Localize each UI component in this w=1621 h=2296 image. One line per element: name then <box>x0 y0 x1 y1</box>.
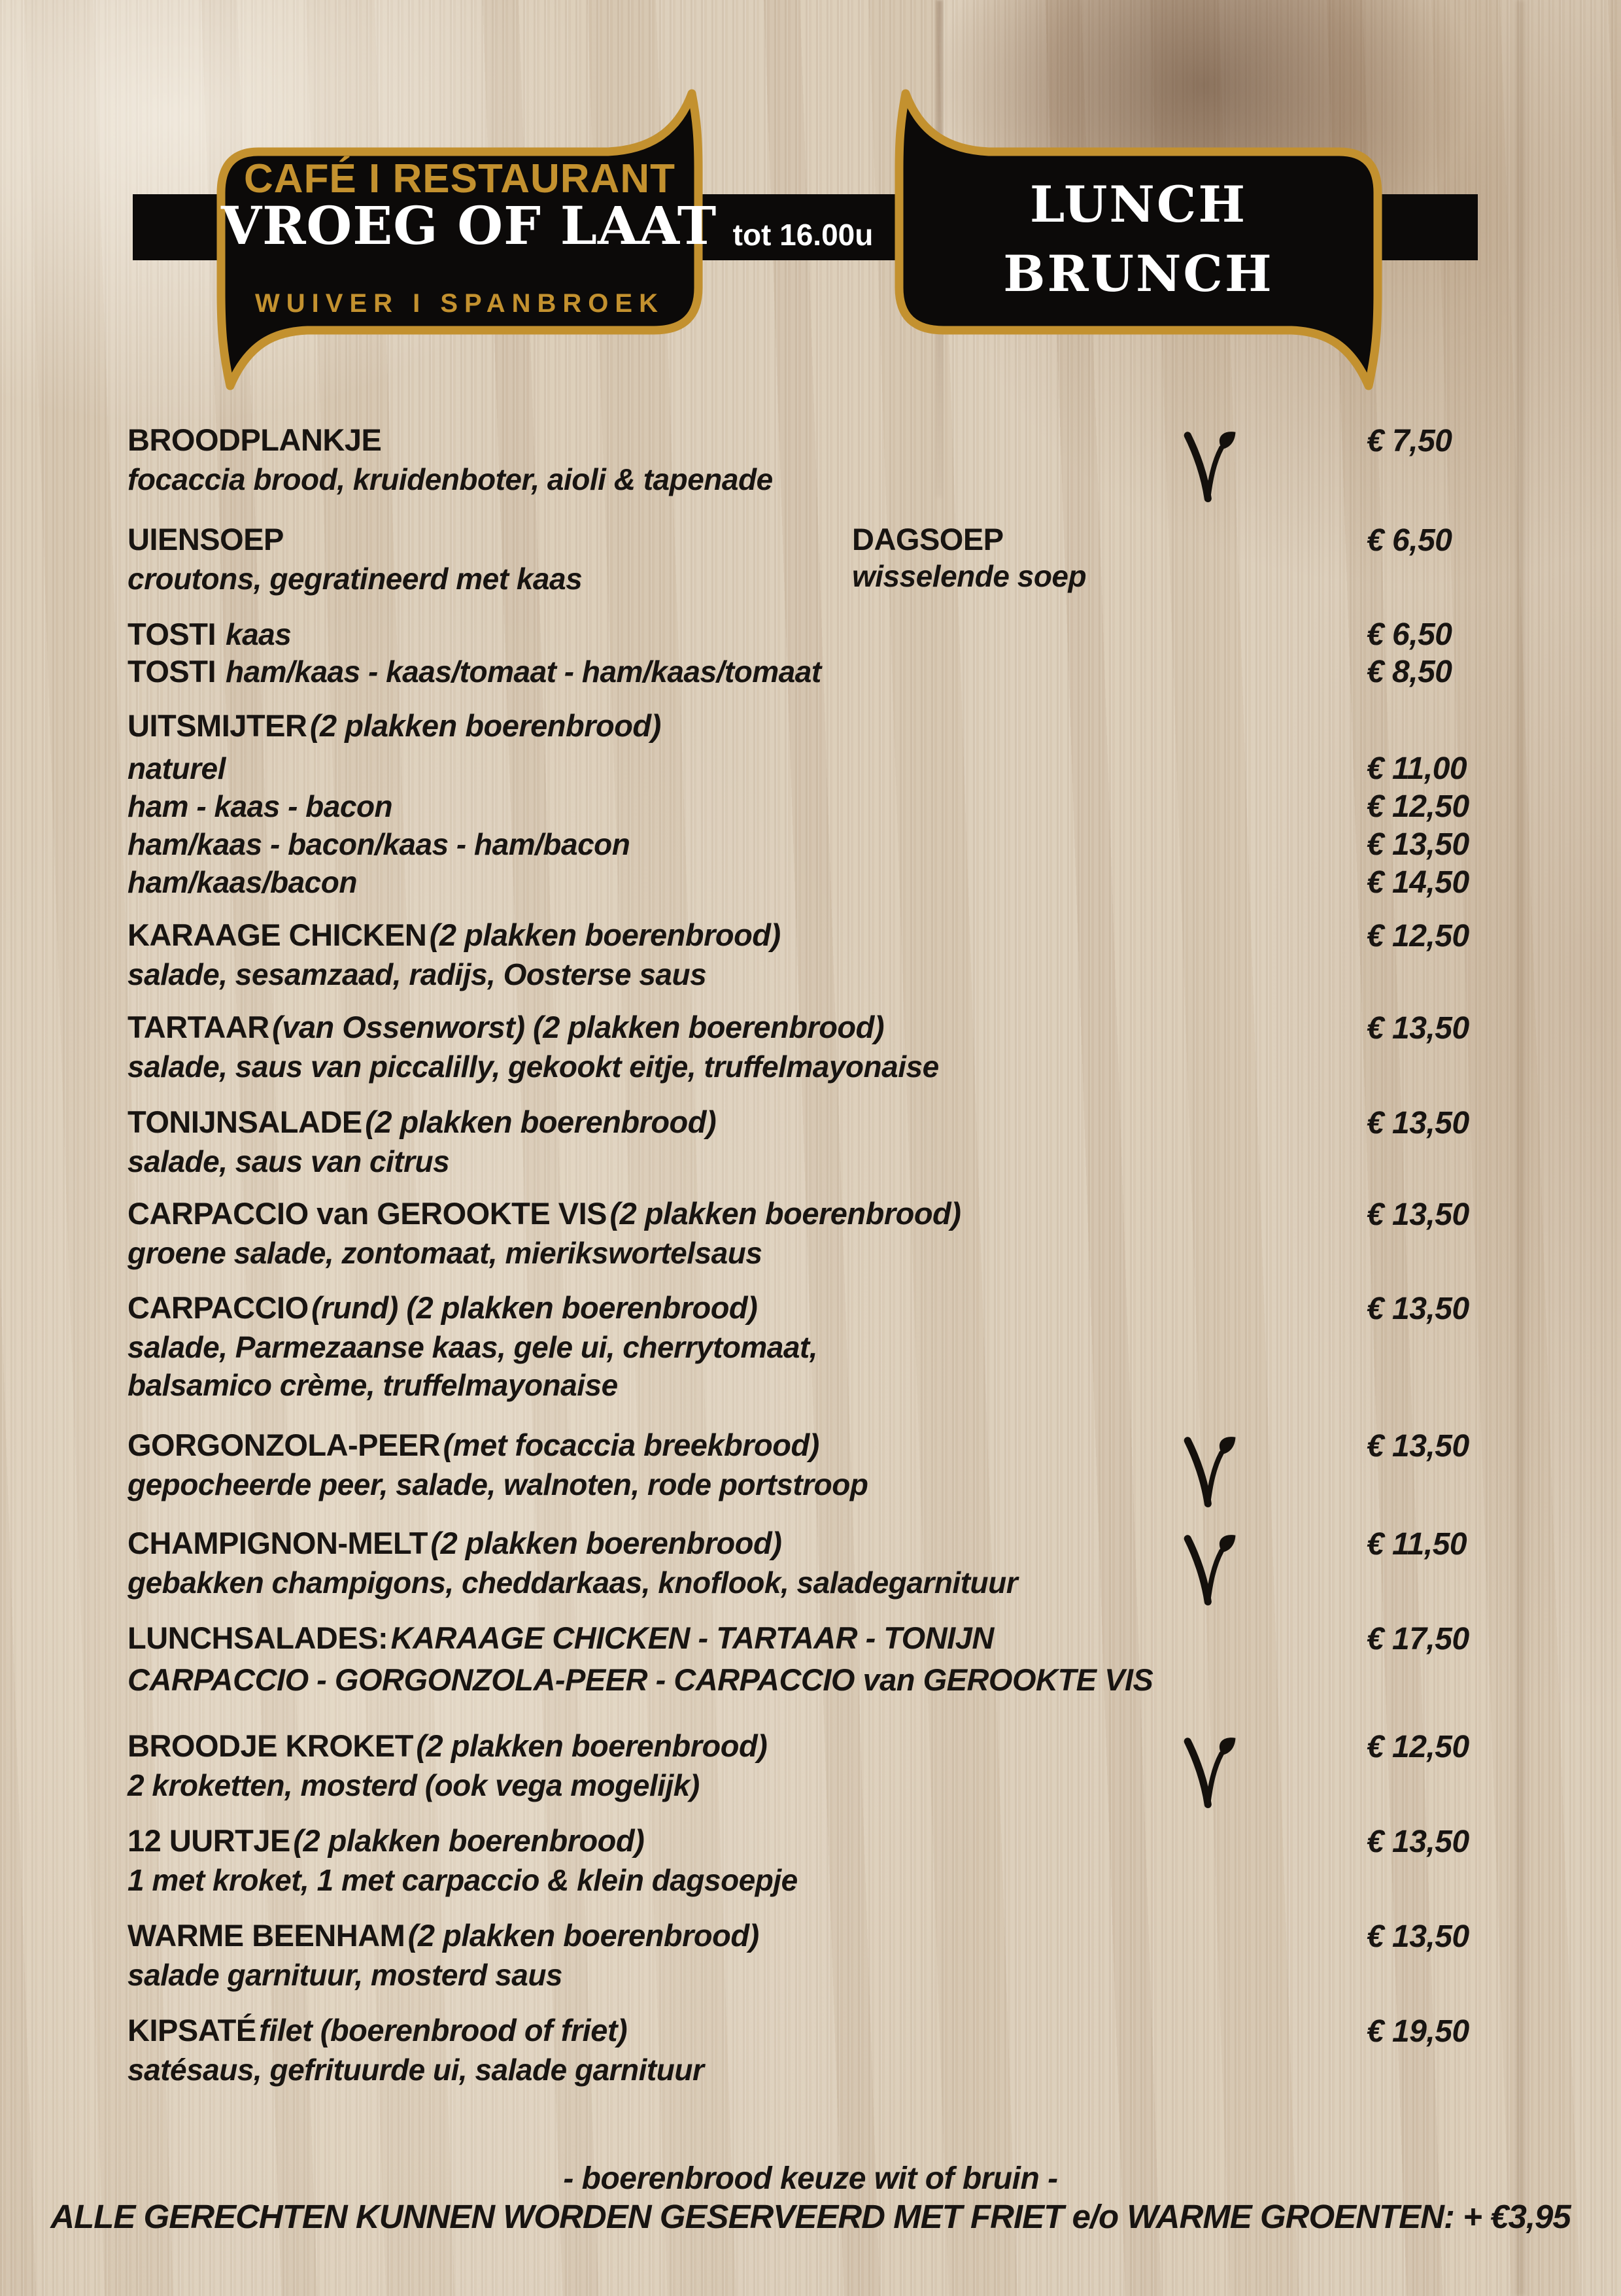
item-title: 12 UURTJE <box>128 1823 290 1858</box>
item-price: € 13,50 <box>1367 1292 1469 1326</box>
item-variant: ham/kaas - bacon/kaas - ham/bacon <box>128 827 630 861</box>
menu-card-title-brunch: BRUNCH <box>1003 245 1274 303</box>
item-description-caps: CARPACCIO - GORGONZOLA-PEER - CARPACCIO van GEROOKTE VIS <box>128 1662 1153 1697</box>
item-price: € 12,50 <box>1367 1730 1469 1764</box>
item-price: € 6,50 <box>1367 617 1452 652</box>
menu-card-title-lunch: LUNCH <box>1029 175 1248 233</box>
menu-item-second-column <box>852 521 1086 595</box>
item-price: € 8,50 <box>1367 655 1452 689</box>
item-variant: ham - kaas - bacon <box>128 789 393 823</box>
item-title-line <box>128 422 1540 458</box>
item-title: KARAAGE CHICKEN <box>128 917 427 952</box>
item-price: € 13,50 <box>1367 1429 1469 1464</box>
menu-item <box>128 521 1540 596</box>
vegetarian-leaf-glyph <box>1179 431 1239 504</box>
item-title-line <box>128 1917 1540 1954</box>
item-price: € 12,50 <box>1367 919 1469 953</box>
item-title-line <box>128 1290 1540 1326</box>
item-description: salade, Parmezaanse kaas, gele ui, cherrytomaat, <box>128 1330 818 1364</box>
menu-item <box>128 1290 1540 1402</box>
item-description: satésaus, gefrituurde ui, salade garnituur <box>128 2053 704 2087</box>
item-title: CARPACCIO <box>128 1290 309 1325</box>
item-variants: ham/kaas - kaas/tomaat - ham/kaas/tomaat <box>226 655 821 689</box>
item-price: € 13,50 <box>1367 1106 1469 1140</box>
item-description: 1 met kroket, 1 met carpaccio & klein dagsoepje <box>128 1863 798 1897</box>
item-title: LUNCHSALADES: <box>128 1620 388 1655</box>
item-price: € 13,50 <box>1367 1011 1469 1046</box>
item-title: BROODJE KROKET <box>128 1728 413 1763</box>
item-title: KIPSATÉ <box>128 2013 256 2048</box>
menu-line <box>128 616 1540 653</box>
item-price: € 13,50 <box>1367 827 1469 862</box>
item-note: (2 plakken boerenbrood) <box>429 917 781 952</box>
item-title: DAGSOEP <box>852 522 1004 557</box>
item-price: € 19,50 <box>1367 2014 1469 2049</box>
item-price: € 13,50 <box>1367 1825 1469 1859</box>
menu-item <box>128 1620 1540 1697</box>
footer-sides-note: ALLE GERECHTEN KUNNEN WORDEN GESERVEERD MET FRIET e/o WARME GROENTEN: + €3,95 <box>50 2198 1571 2235</box>
menu-item <box>128 1195 1540 1270</box>
item-variants: kaas <box>226 617 292 651</box>
item-title: GORGONZOLA-PEER <box>128 1428 441 1462</box>
item-variant: naturel <box>128 751 226 785</box>
item-description-2: balsamico crème, truffelmayonaise <box>128 1368 618 1402</box>
item-title-line <box>128 1427 1540 1464</box>
item-price: € 6,50 <box>1367 523 1452 558</box>
menu-item <box>128 917 1540 991</box>
item-price: € 14,50 <box>1367 865 1469 900</box>
item-title-line <box>128 1823 1540 1859</box>
item-description: gebakken champigons, cheddarkaas, knoflook, saladegarnituur <box>128 1566 1018 1600</box>
item-note: (2 plakken boerenbrood) <box>309 708 661 743</box>
item-description: groene salade, zontomaat, mierikswortelsaus <box>128 1236 762 1270</box>
menu-item <box>128 1104 1540 1178</box>
menu-item <box>128 2012 1540 2087</box>
item-title-line <box>128 1525 1540 1562</box>
item-title: CARPACCIO van GEROOKTE VIS <box>128 1196 607 1231</box>
item-price: € 11,00 <box>1367 751 1467 786</box>
item-description: salade, saus van piccalilly, gekookt eitje, truffelmayonaise <box>128 1050 939 1084</box>
item-note: filet (boerenbrood of friet) <box>259 2013 628 2048</box>
item-title: TONIJNSALADE <box>128 1105 362 1139</box>
item-price: € 11,50 <box>1367 1527 1467 1562</box>
item-note: (2 plakken boerenbrood) <box>407 1918 759 1953</box>
vegetarian-icon <box>1179 431 1239 504</box>
vegetarian-icon <box>1179 1534 1239 1607</box>
item-note: KARAAGE CHICKEN - TARTAAR - TONIJN <box>390 1620 994 1655</box>
item-title-line <box>128 1728 1540 1764</box>
vegetarian-icon <box>1179 1737 1239 1810</box>
item-title: TOSTI <box>128 654 216 689</box>
opening-hours: tot 16.00u <box>732 218 874 252</box>
vegetarian-leaf-glyph <box>1179 1534 1239 1607</box>
brand-name: VROEG OF LAAT <box>221 195 717 256</box>
item-title: TARTAAR <box>128 1010 269 1044</box>
item-price: € 13,50 <box>1367 1919 1469 1954</box>
item-title: TOSTI <box>128 617 216 651</box>
item-price: € 12,50 <box>1367 789 1469 824</box>
item-title-line <box>128 521 1540 558</box>
item-price: € 17,50 <box>1367 1622 1469 1656</box>
item-title: CHAMPIGNON-MELT <box>128 1526 428 1560</box>
item-title-line <box>128 2012 1540 2049</box>
brand-location: WUIVER I SPANBROEK <box>255 289 664 318</box>
item-note: (van Ossenworst) (2 plakken boerenbrood) <box>272 1010 884 1044</box>
item-note: (2 plakken boerenbrood) <box>416 1728 768 1763</box>
item-note: (rund) (2 plakken boerenbrood) <box>311 1290 758 1325</box>
menu-item <box>128 1525 1540 1600</box>
item-description: croutons, gegratineerd met kaas <box>128 562 583 596</box>
item-title-line <box>128 1104 1540 1140</box>
item-title: UITSMIJTER <box>128 708 307 743</box>
item-title-line <box>128 1620 1540 1656</box>
item-note: (2 plakken boerenbrood) <box>430 1526 782 1560</box>
item-title: BROODPLANKJE <box>128 422 382 457</box>
item-description: gepocheerde peer, salade, walnoten, rode portstroop <box>128 1467 868 1501</box>
vegetarian-leaf-glyph <box>1179 1436 1239 1509</box>
item-note: (2 plakken boerenbrood) <box>365 1105 717 1139</box>
vegetarian-icon <box>1179 1436 1239 1509</box>
item-title-line <box>128 917 1540 953</box>
item-description: 2 kroketten, mosterd (ook vega mogelijk) <box>128 1768 700 1802</box>
menu-item <box>128 1823 1540 1897</box>
menu-item <box>128 422 1540 496</box>
item-title-line <box>128 708 1540 744</box>
menu-item <box>128 1427 1540 1501</box>
item-note: (met focaccia breekbrood) <box>443 1428 819 1462</box>
item-description: wisselende soep <box>852 559 1087 593</box>
item-title-line <box>128 1195 1540 1232</box>
menu-item <box>128 1917 1540 1992</box>
menu-item <box>128 1009 1540 1084</box>
item-description: salade, sesamzaad, radijs, Oosterse saus <box>128 957 707 991</box>
item-note: (2 plakken boerenbrood) <box>293 1823 645 1858</box>
item-description: salade garnituur, mosterd saus <box>128 1958 563 1992</box>
item-variant: ham/kaas/bacon <box>128 865 357 899</box>
item-description: salade, saus van citrus <box>128 1144 450 1178</box>
item-title: WARME BEENHAM <box>128 1918 405 1953</box>
footer-bread-choice: - boerenbrood keuze wit of bruin - <box>563 2161 1058 2196</box>
item-description: focaccia brood, kruidenboter, aioli & tapenade <box>128 462 773 496</box>
menu-item <box>128 708 1540 900</box>
menu-line <box>128 653 1540 691</box>
brand-category: CAFÉ I RESTAURANT <box>244 156 675 201</box>
vegetarian-leaf-glyph <box>1179 1737 1239 1810</box>
item-title-line <box>128 1009 1540 1046</box>
item-price: € 7,50 <box>1367 424 1452 458</box>
item-price: € 13,50 <box>1367 1197 1469 1232</box>
menu-item <box>128 1728 1540 1802</box>
item-note: (2 plakken boerenbrood) <box>609 1196 961 1231</box>
item-title: UIENSOEP <box>128 522 284 557</box>
